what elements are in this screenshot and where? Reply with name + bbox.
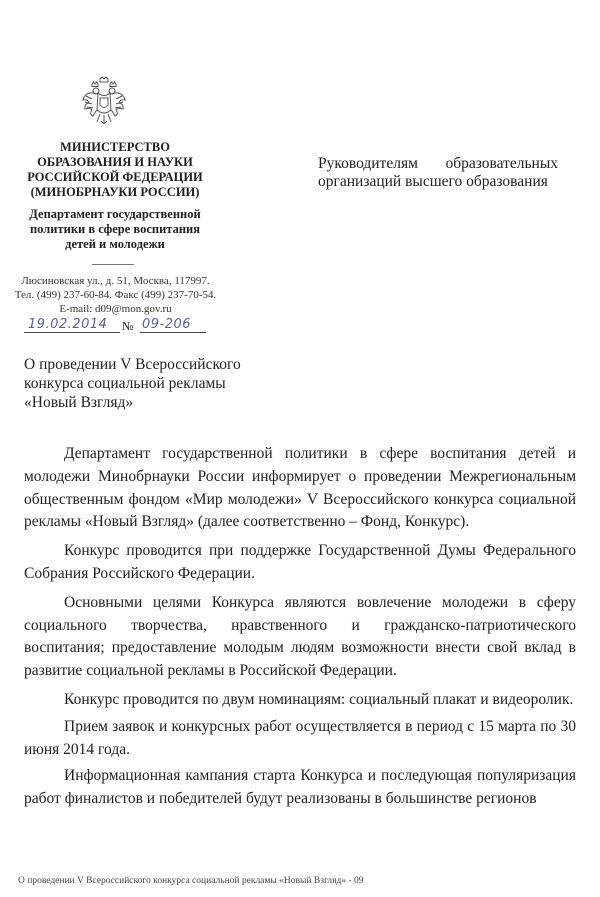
department-line: детей и молодежи bbox=[65, 237, 165, 251]
coat-of-arms-icon bbox=[80, 76, 128, 128]
addressee-word: Руководителям bbox=[318, 155, 418, 172]
date-underline bbox=[24, 332, 120, 333]
addressee bbox=[318, 155, 558, 191]
body-paragraph: Прием заявок и конкурсных работ осуществляется в период с 15 марта по 30 июня 2014 года. bbox=[24, 717, 576, 758]
body-paragraph: Конкурс проводится по двум номинациям: социальный плакат и видеоролик. bbox=[64, 690, 574, 708]
number-underline bbox=[140, 332, 206, 333]
department-line: политики в сфере воспитания bbox=[29, 222, 201, 236]
ministry-line: РОССИЙСКОЙ ФЕДЕРАЦИИ bbox=[27, 170, 203, 184]
addressee-line bbox=[318, 155, 558, 173]
ministry-line: ОБРАЗОВАНИЯ И НАУКИ bbox=[37, 155, 193, 169]
ministry-line: МИНИСТЕРСТВО bbox=[60, 140, 170, 154]
body-paragraph: Основными целями Конкурса являются вовлечение молодежи в сферу социального творчества, нравственного и гражданско-патриотического воспитания; предоставление молодым людям возможности внести свой вклад в развитие социальной рекламы в Российской Федерации. bbox=[24, 593, 576, 680]
registration-number: 09-206 bbox=[142, 317, 192, 332]
address-line: Люсиновская ул., д. 51, Москва, 117997. bbox=[21, 275, 210, 287]
subject-line: «Новый Взгляд» bbox=[24, 394, 134, 411]
body-paragraph: Департамент государственной политики в сфере воспитания детей и молодежи Минобрнауки России информирует о проведении Межрегиональным общественным фондом «Мир молодежи» V Всероссийского конкурса социальной рекламы «Новый Взгляд» (далее соответственно – Фонд, Конкурс). bbox=[24, 445, 576, 531]
ministry-line: (МИНОБРНАУКИ РОССИИ) bbox=[30, 185, 200, 199]
body-paragraph: Конкурс проводится при поддержке Государственной Думы Федерального Собрания Российского Федерации. bbox=[24, 542, 576, 582]
page-footer: О проведении V Всероссийского конкурса социальной рекламы «Новый Взгляд» - 09 bbox=[18, 876, 364, 886]
registration-date: 19.02.2014 bbox=[28, 317, 108, 332]
letter-body bbox=[24, 443, 576, 817]
department-name bbox=[10, 207, 220, 252]
ministry-name bbox=[10, 140, 220, 200]
addressee-word: образовательных bbox=[445, 155, 558, 172]
registration-line bbox=[24, 317, 204, 339]
number-sign: № bbox=[122, 319, 134, 333]
sender-address bbox=[8, 274, 223, 316]
subject-line: конкурса социальной рекламы bbox=[24, 375, 226, 392]
body-paragraph: Информационная кампания старта Конкурса и последующая популяризация работ финалистов и победителей будут реализованы в большинстве регионов bbox=[24, 767, 576, 808]
divider bbox=[92, 264, 134, 265]
department-line: Департамент государственной bbox=[29, 207, 201, 221]
subject-line: О проведении V Всероссийского bbox=[24, 356, 241, 373]
addressee-line: организаций высшего образования bbox=[318, 173, 548, 190]
letter-subject bbox=[24, 355, 284, 412]
address-line: Тел. (499) 237-60-84. Факс (499) 237-70-54. bbox=[14, 289, 217, 301]
address-line: E-mail: d09@mon.gov.ru bbox=[59, 303, 172, 315]
